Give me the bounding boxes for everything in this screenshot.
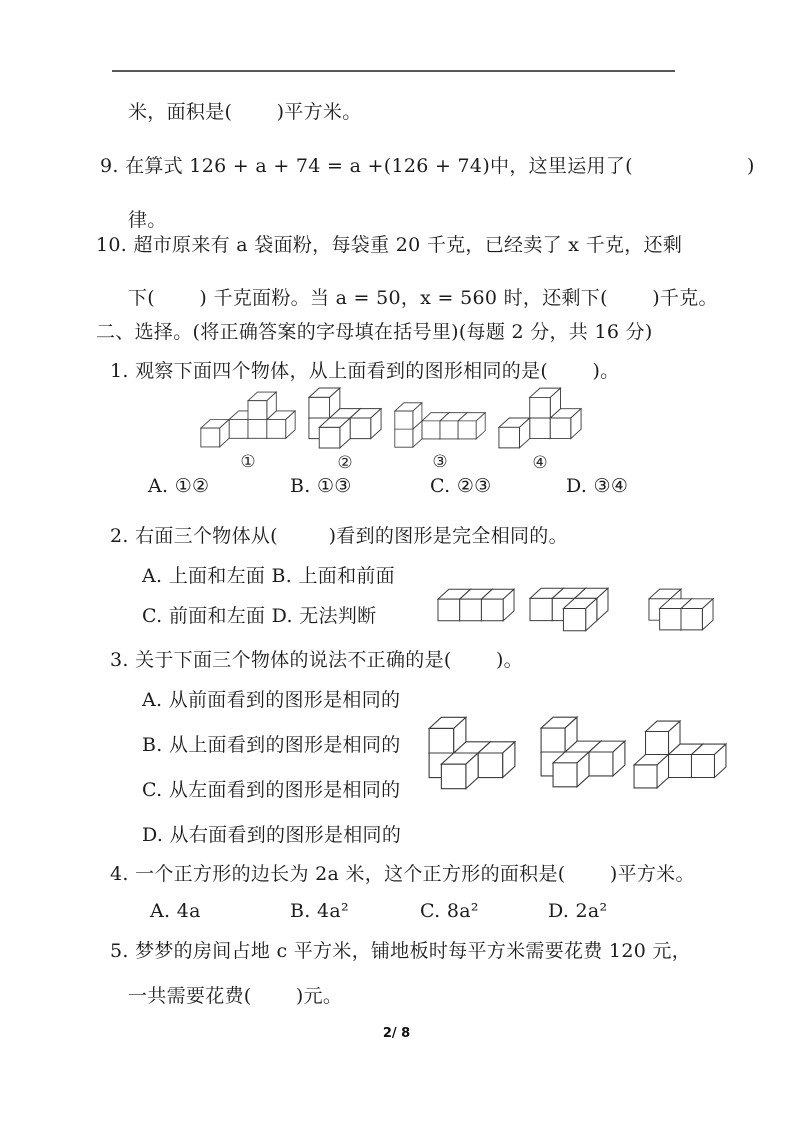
q2-options-row1: A. 上面和左面 B. 上面和前面 [142, 565, 395, 587]
q4-option-a: A. 4a [150, 900, 201, 922]
q3-figure-3 [633, 720, 727, 789]
q1-figure-2-cubes [308, 387, 382, 449]
header-divider [112, 70, 675, 72]
q1-figure-3-cubes [394, 402, 486, 448]
q3-option-b: B. 从上面看到的图形是相同的 [142, 734, 401, 756]
q3-figure-2 [540, 716, 626, 788]
q2-figure-1 [437, 588, 515, 622]
q4-option-b: B. 4a² [290, 900, 349, 922]
q4-option-c: C. 8a² [420, 900, 479, 922]
q3-stem: 3. 关于下面三个物体的说法不正确的是( )。 [110, 649, 523, 671]
q2-figure-2-cubes [529, 587, 609, 632]
q1-figure-4-cubes [498, 387, 582, 449]
q1-option-c: C. ②③ [430, 475, 492, 497]
q9-line1: 9. 在算式 126 + a + 74 = a +(126 + 74)中，这里运用了( ) [100, 155, 755, 177]
q3-figure-3-cubes [633, 720, 727, 789]
q1-figure-1-label: ① [240, 452, 256, 472]
q3-option-a: A. 从前面看到的图形是相同的 [142, 689, 401, 711]
q1-option-d: D. ③④ [566, 475, 629, 497]
q1-figure-3 [394, 402, 486, 472]
q10-line1: 10. 超市原来有 a 袋面粉，每袋重 20 千克，已经卖了 x 千克，还剩 [96, 234, 683, 256]
q3-figure-2-cubes [540, 716, 626, 788]
q1-figure-4 [498, 387, 582, 473]
page-number: 2/ 8 [382, 1026, 411, 1041]
q1-figure-1 [200, 391, 296, 472]
q3-option-d: D. 从右面看到的图形是相同的 [142, 824, 402, 846]
q9-line2: 律。 [128, 209, 167, 231]
q4-stem: 4. 一个正方形的边长为 2a 米，这个正方形的面积是( )平方米。 [110, 863, 695, 885]
q1-stem: 1. 观察下面四个物体，从上面看到的图形相同的是( )。 [110, 360, 620, 382]
q5-line2: 一共需要花费( )元。 [128, 985, 343, 1007]
q2-figure-1-cubes [437, 588, 515, 622]
q3-figure-1-cubes [428, 716, 516, 790]
q1-figure-2 [308, 387, 382, 473]
q2-figure-2 [529, 587, 609, 632]
q1-figure-4-label: ④ [532, 453, 548, 473]
q3-option-c: C. 从左面看到的图形是相同的 [142, 779, 401, 801]
q1-figure-1-cubes [200, 391, 296, 448]
q2-figure-3 [648, 588, 714, 631]
q5-line1: 5. 梦梦的房间占地 c 平方米，铺地板时每平方米需要花费 120 元， [110, 940, 692, 962]
q1-option-a: A. ①② [148, 475, 210, 497]
q4-option-d: D. 2a² [548, 900, 608, 922]
section2-heading: 二、选择。(将正确答案的字母填在括号里)(每题 2 分，共 16 分) [96, 321, 653, 343]
q10-line2: 下( ) 千克面粉。当 a = 50，x = 560 时，还剩下( )千克。 [128, 287, 718, 309]
q1-figure-3-label: ③ [432, 452, 448, 472]
q3-figure-1 [428, 716, 516, 790]
q2-options-row2: C. 前面和左面 D. 无法判断 [142, 605, 377, 627]
q2-figure-3-cubes [648, 588, 714, 631]
q2-stem: 2. 右面三个物体从( )看到的图形是完全相同的。 [110, 525, 568, 547]
q1-option-b: B. ①③ [290, 475, 352, 497]
q8-continuation-line: 米，面积是( )平方米。 [128, 101, 362, 123]
q1-figure-2-label: ② [337, 453, 353, 473]
